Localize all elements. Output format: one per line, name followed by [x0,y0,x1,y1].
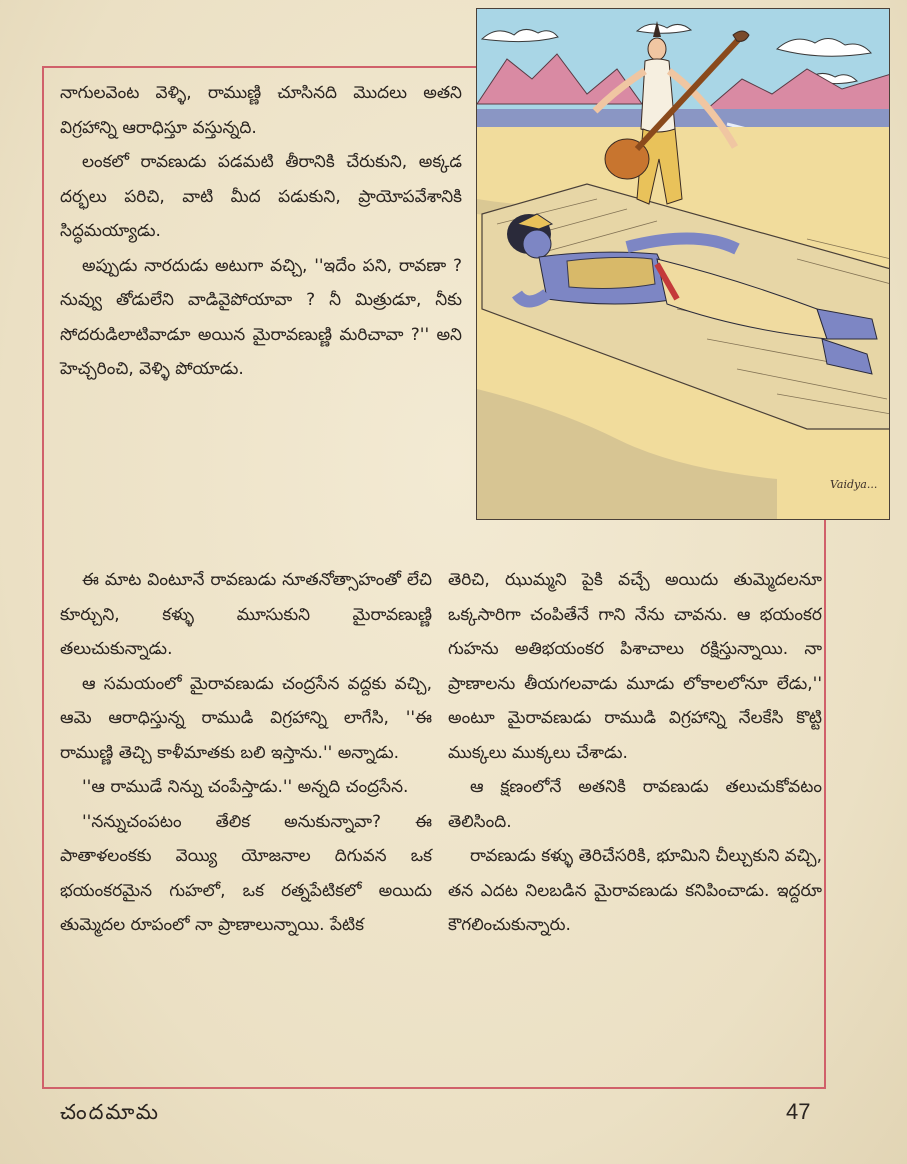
paragraph: ఆ సమయంలో మైరావణుడు చంద్రసేన వద్దకు వచ్చి, ఆమె ఆరాధిస్తున్న రాముడి విగ్రహాన్ని లాగేసి, ''ఈ రాముణ్ణి తెచ్చి కాళీమాతకు బలి ఇస్తాను.'' అన్నాడు. [60,673,432,763]
illustration-drawing [477,9,890,520]
paragraph: లంకలో రావణుడు పడమటి తీరానికి చేరుకుని, అక్కడ దర్భలు పరిచి, వాటి మీద పడుకుని, ప్రాయోపవేశానికి సిద్ధమయ్యాడు. [60,152,462,241]
illustrator-signature: Vaidya... [830,478,878,491]
paragraph: రావణుడు కళ్ళు తెరిచేసరికి, భూమిని చీల్చుకుని వచ్చి, తన ఎదట నిలబడిన మైరావణుడు కనిపించాడు. ఇద్దరూ కౌగలించుకున్నారు. [448,846,822,935]
page-number: 47 [786,1099,811,1124]
column-left-top [60,76,462,387]
magazine-name: చందమామ [60,1100,160,1124]
story-illustration [476,8,890,520]
column-left-bottom [60,563,432,943]
paragraph: ఆ క్షణంలోనే అతనికి రావణుడు తలుచుకోవటం తెలిసింది. [448,777,822,832]
column-right [448,563,822,943]
paragraph: ''నన్నుచంపటం తేలిక అనుకున్నావా? ఈ పాతాళలంకకు వెయ్యి యోజనాల దిగువన ఒక భయంకరమైన గుహలో, ఒక రత్నపేటికలో అయిదు తుమ్మెదల రూపంలో నా ప్రాణాలున్నాయి. పేటిక [60,811,432,935]
paragraph: ఈ మాట వింటూనే రావణుడు నూతనోత్సాహంతో లేచి కూర్చుని, కళ్ళు మూసుకుని మైరావణుణ్ణి తలుచుకున్నాడు. [60,570,432,659]
paragraph: ''ఆ రాముడే నిన్ను చంపేస్తాడు.'' అన్నది చంద్రసేన. [82,777,409,797]
paragraph: తెరిచి, ఝుమ్మని పైకి వచ్చే అయిదు తుమ్మెదలనూ ఒక్కసారిగా చంపితేనే గాని నేను చావను. ఆ భయంకర గుహను అతిభయంకర పిశాచాలు రక్షిస్తున్నాయి. నా ప్రాణాలను తీయగలవాడు మూడు లోకాలలోనూ లేడు,'' అంటూ మైరావణుడు రాముడి విగ్రహాన్ని నేలకేసి కొట్టి ముక్కలు ముక్కలు చేశాడు. [448,570,822,763]
paragraph: అప్పుడు నారదుడు అటుగా వచ్చి, ''ఇదేం పని, రావణా ? నువ్వు తోడులేని వాడివైపోయావా ? నీ మిత్రుడూ, నీకు సోదరుడిలాటివాడూ అయిన మైరావణుణ్ణి మరిచావా ?'' అని హెచ్చరించి, వెళ్ళి పోయాడు. [60,255,462,379]
paragraph: నాగులవెంట వెళ్ళి, రాముణ్ణి చూసినది మొదలు అతని విగ్రహాన్ని ఆరాధిస్తూ వస్తున్నది. [60,83,462,138]
